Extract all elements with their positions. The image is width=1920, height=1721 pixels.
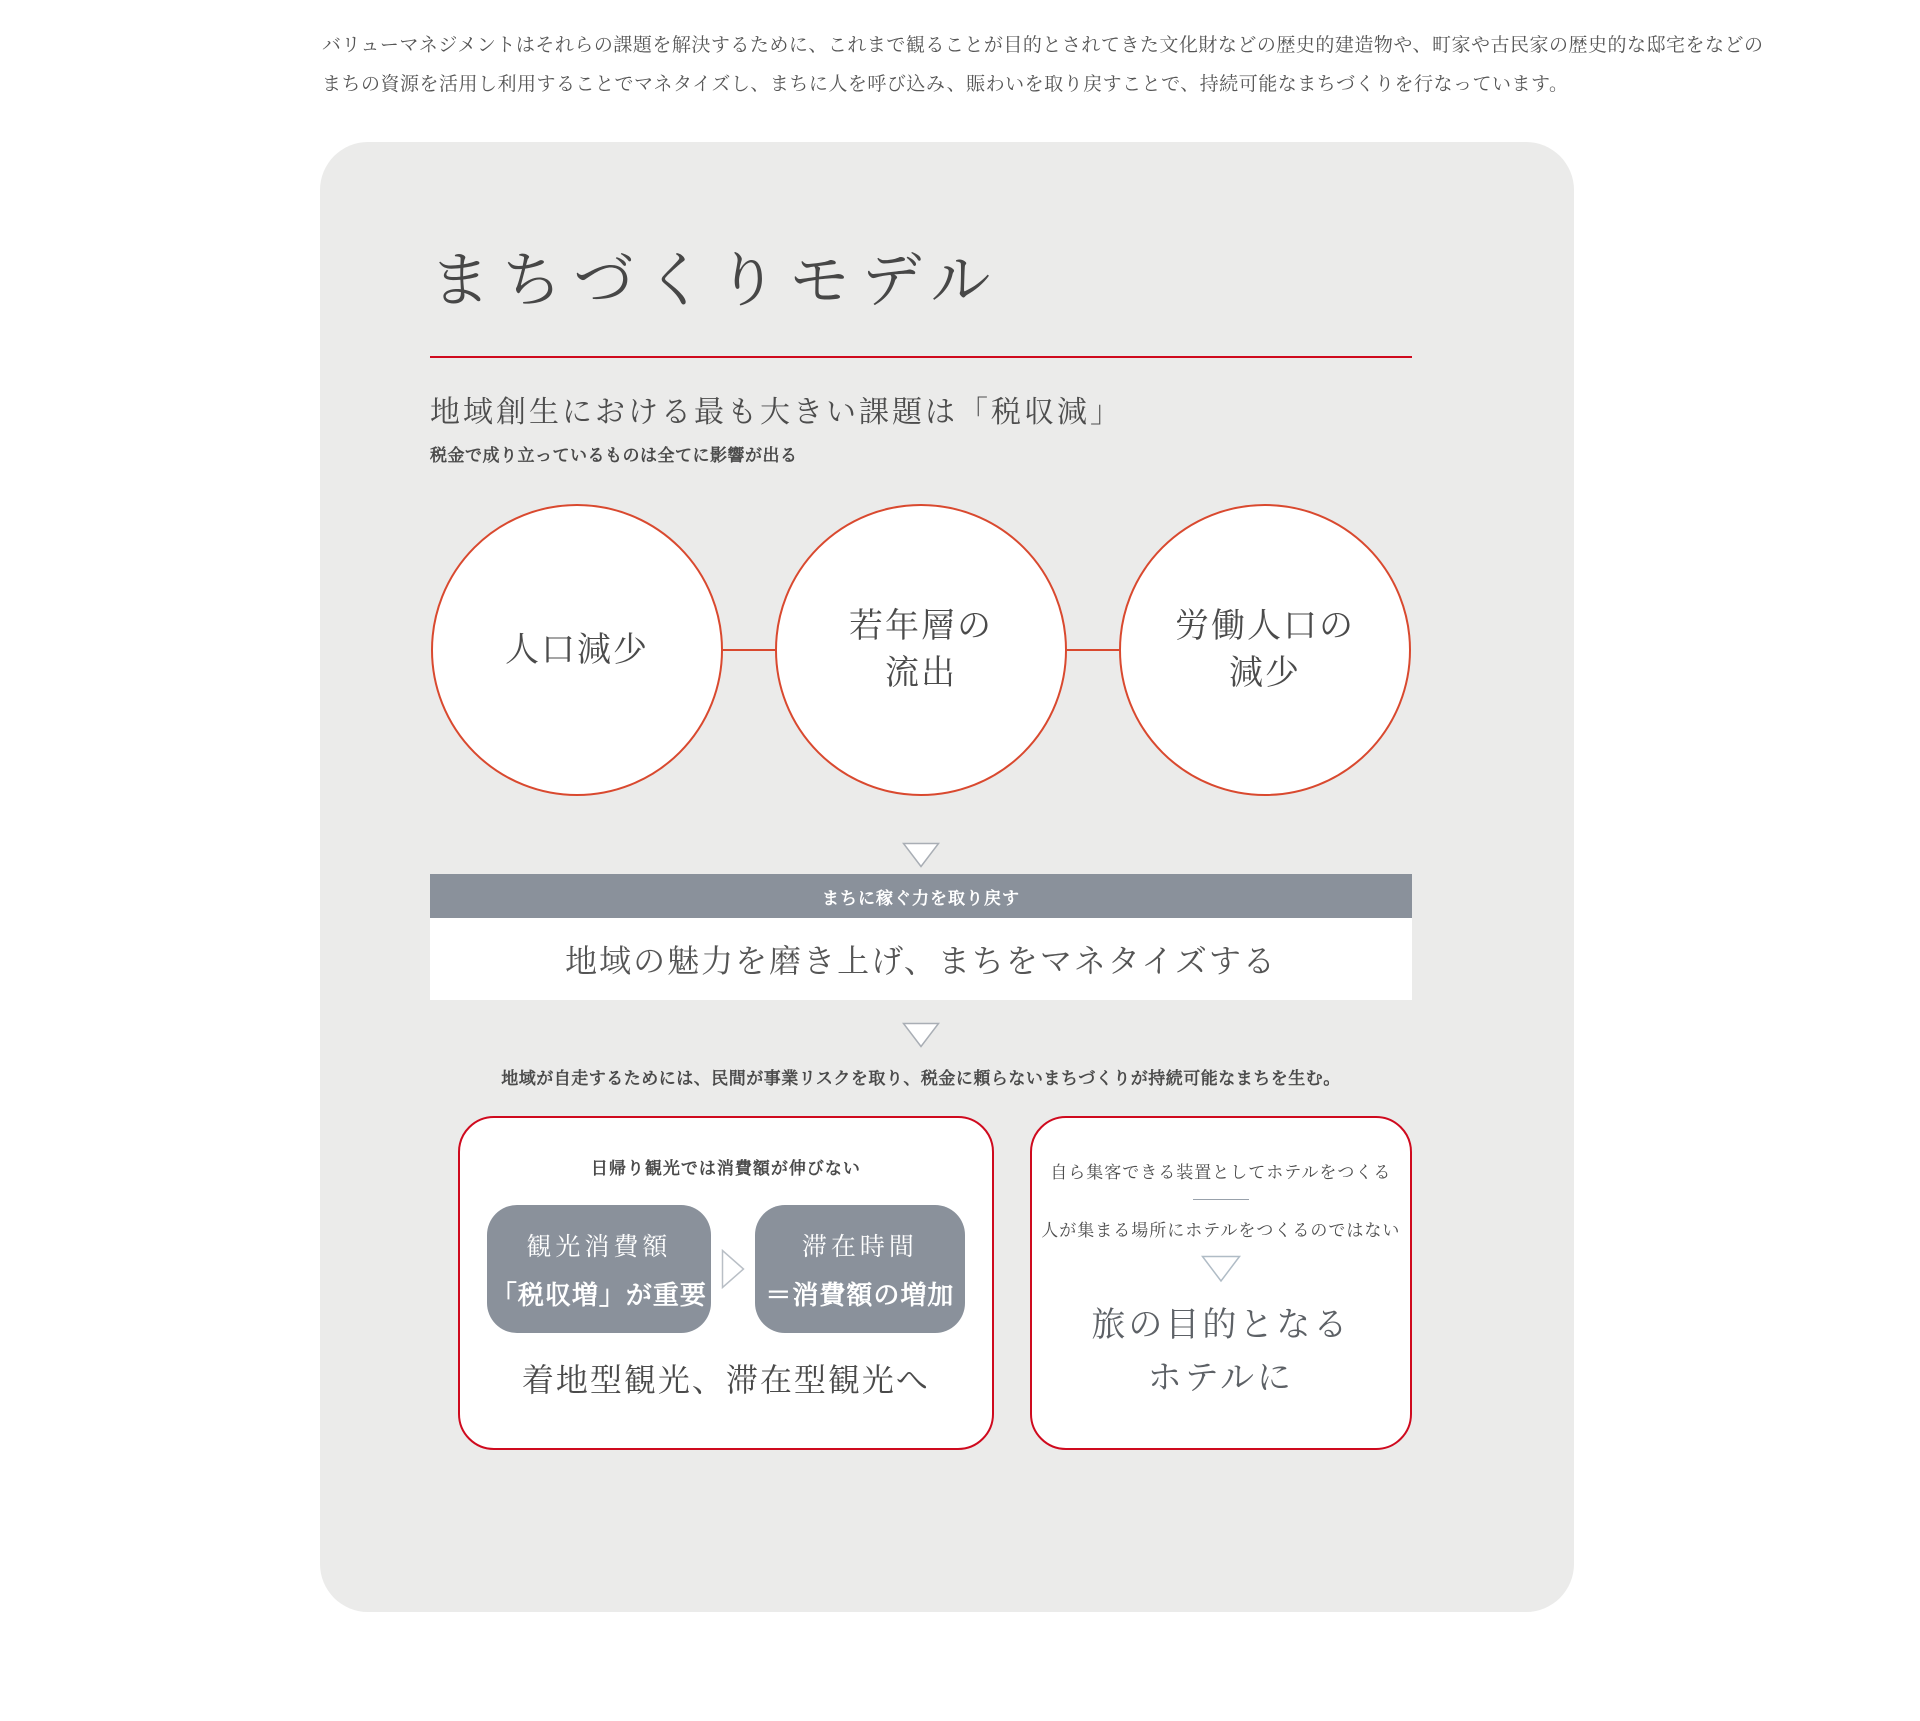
circle-label: 人口減少 — [505, 630, 649, 669]
stay-pill-line-2: ＝消費額の増加 — [765, 1279, 955, 1310]
problem-circles-row — [430, 504, 1412, 796]
stay-pill-line-1: 滞在時間 — [801, 1232, 918, 1261]
problem-circle-population-decline — [431, 504, 723, 796]
hotel-card — [1030, 1116, 1412, 1450]
circle-label: 流出 — [885, 654, 957, 692]
circle-label: 若年層の — [849, 607, 993, 646]
subtitle-note: 税金で成り立っているものは全てに影響が出る — [430, 446, 798, 465]
hotel-line-2: 人が集まる場所にホテルをつくるのではない — [1041, 1221, 1401, 1240]
panel-content-column — [430, 142, 1412, 1450]
autonomy-note: 地域が自走するためには、民間が事業リスクを取り、税金に頼らないまちづくりが持続可能なまちを生む。 — [501, 1069, 1341, 1088]
down-triangle-icon — [430, 842, 1412, 868]
hotel-conclusion — [1032, 1299, 1410, 1404]
page-title: まちづくりモデル — [430, 247, 1003, 314]
problem-circle-youth-outflow — [775, 504, 1067, 796]
tourism-card — [458, 1116, 994, 1450]
down-triangle-icon — [430, 1022, 1412, 1048]
divider — [1193, 1199, 1249, 1200]
tourism-conclusion: 着地型観光、滞在型観光へ — [521, 1362, 930, 1398]
hotel-conclusion-line-1: 旅の目的となる — [1091, 1306, 1351, 1344]
tourism-pills-row — [460, 1205, 992, 1333]
spend-pill-line-1: 観光消費額 — [526, 1232, 672, 1261]
section-subtitle: 地域創生における最も大きい課題は「税収減」 — [430, 396, 1123, 429]
spend-pill — [487, 1205, 711, 1333]
right-triangle-icon — [721, 1249, 745, 1289]
hotel-conclusion-line-2: ホテルに — [1147, 1358, 1294, 1397]
circle-connector — [723, 649, 775, 651]
intro-line-2: まちの資源を活用し利用することでマネタイズし、まちに人を呼び込み、賑わいを取り戻すことで、持続可能なまちづくりを行なっています。 — [322, 74, 1569, 95]
monetize-banner — [430, 874, 1412, 1000]
banner-title: まちに稼ぐ力を取り戻す — [430, 874, 1412, 918]
problem-circle-labor-decline — [1119, 504, 1411, 796]
circle-label: 減少 — [1229, 654, 1301, 692]
title-underline — [430, 356, 1412, 358]
banner-statement: 地域の魅力を磨き上げ、まちをマネタイズする — [430, 918, 1412, 1000]
machizukuri-model-panel — [320, 142, 1574, 1612]
down-triangle-icon — [1032, 1255, 1410, 1283]
circle-connector — [1067, 649, 1119, 651]
spend-pill-line-2: 「税収増」が重要 — [490, 1279, 707, 1310]
intro-line-1: バリューマネジメントはそれらの課題を解決するために、これまで観ることが目的とされてきた文化財などの歴史的建造物や、町家や古民家の歴史的な邸宅をなどの — [322, 35, 1764, 56]
hotel-line-1: 自ら集客できる装置としてホテルをつくる — [1050, 1163, 1392, 1182]
circle-label: 労働人口の — [1175, 607, 1355, 646]
intro-paragraph — [322, 26, 1764, 104]
strategy-cards-row — [430, 1116, 1412, 1450]
stay-pill — [755, 1205, 965, 1333]
tourism-card-heading: 日帰り観光では消費額が伸びない — [590, 1159, 861, 1178]
